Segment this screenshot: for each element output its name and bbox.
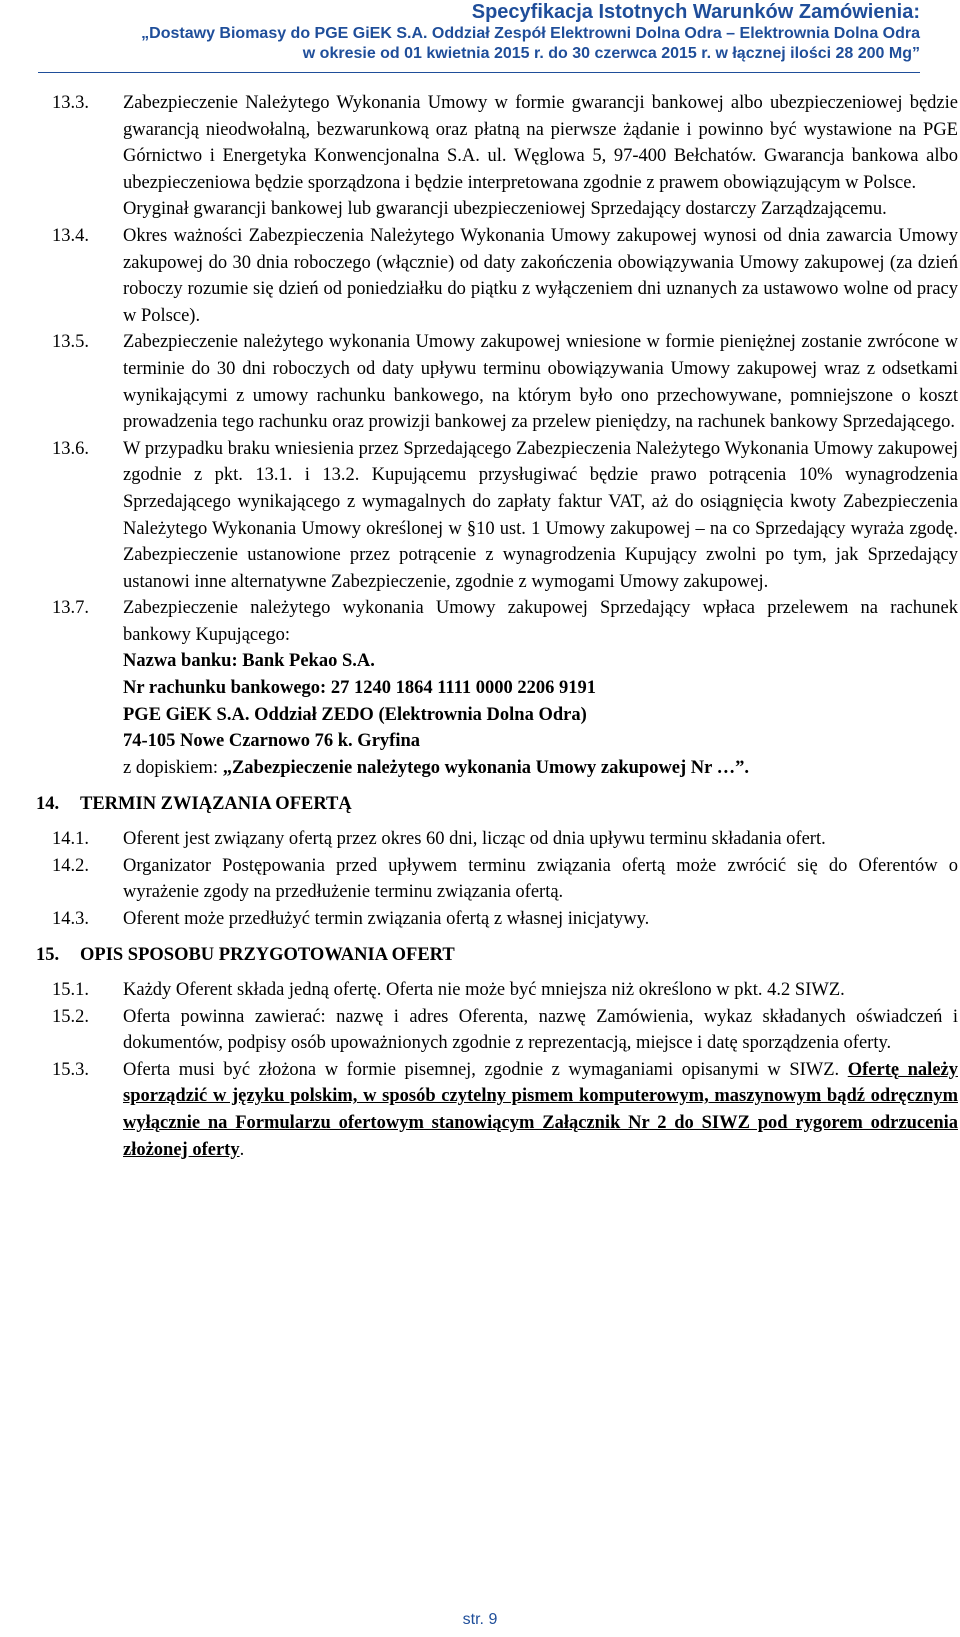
clause-number: 13.4. [52, 225, 89, 246]
clause-text: W przypadku braku wniesienia przez Sprzedającego Zabezpieczenia Należytego Wykonania Umowy zakupowej zgodnie z pkt. 13.1. i 13.2. Kupującemu przysługiwać będzie prawo potrącenia 10% wynagrodzenia Sprzedającego wynikającego z wymagalnych do zapłaty faktur VAT, aż do osiągnięcia kwoty Zabezpieczenia Należytego Wykonania Umowy określonej w §10 ust. 1 Umowy zakupowej – na co Sprzedający wyraża zgodę. Zabezpieczenie ustanowione przez potrącenie z wynagrodzenia Kupujący zwolni po tym, jak Sprzedający ustanowi inne alternatywne Zabezpieczenie, zgodnie z wymogami Umowy zakupowej. [123, 438, 958, 592]
bank-account-number: Nr rachunku bankowego: 27 1240 1864 1111 0000 2206 9191 [123, 678, 597, 699]
clause-14-1 [30, 826, 958, 853]
section-title: OPIS SPOSOBU PRZYGOTOWANIA OFERT [80, 945, 455, 966]
bank-name: Nazwa banku: Bank Pekao S.A. [123, 651, 375, 672]
clause-text: Każdy Oferent składa jedną ofertę. Oferta nie może być mniejsza niż określono w pkt. 4.2 SIWZ. [123, 980, 845, 1000]
clause-13-6 [30, 436, 958, 596]
clause-number: 14.1. [52, 829, 89, 850]
clause-13-3 [30, 90, 958, 223]
clause-text: Okres ważności Zabezpieczenia Należytego Wykonania Umowy zakupowej wynosi od dnia zawarcia Umowy zakupowej do 30 dnia roboczego (włącznie) od daty zakończenia obowiązywania Umowy zakupowej (za dzień roboczy rozumie się dzień od poniedziałku do piątku z wyłączeniem dni uznanych za ustawowo wolne od pracy w Polsce). [123, 225, 958, 326]
clause-13-5 [30, 329, 958, 435]
clause-text: Oryginał gwarancji bankowej lub gwarancji ubezpieczeniowej Sprzedający dostarczy Zarządzającemu. [123, 199, 887, 220]
section-14-heading [30, 791, 958, 818]
clause-number: 13.7. [52, 598, 89, 619]
transfer-note [123, 755, 958, 782]
document-body [30, 90, 958, 1163]
clause-number: 14.3. [52, 908, 89, 929]
clause-text: Zabezpieczenie Należytego Wykonania Umowy w formie gwarancji bankowej albo ubezpieczeniowej będzie gwarancją nieodwołalną, bezwarunkową oraz płatną na pierwsze żądanie i powinno być wystawione na PGE Górnictwo i Energetyka Konwencjonalna S.A. ul. Węglowa 5, 97-400 Bełchatów. Gwarancja bankowa albo ubezpieczeniowa będzie sporządzona i będzie interpretowana zgodnie z prawem obowiązującym w Polsce. [123, 93, 958, 193]
page-number: str. 9 [462, 1611, 498, 1628]
clause-number: 15.1. [52, 980, 89, 1000]
clause-number: 13.5. [52, 332, 89, 353]
clause-text [123, 1057, 958, 1163]
header-period: w okresie od 01 kwietnia 2015 r. do 30 czerwca 2015 r. w łącznej ilości 28 200 Mg” [302, 45, 920, 62]
clause-13-4 [30, 223, 958, 329]
clause-number: 15.3. [52, 1059, 89, 1080]
header-title: Specyfikacja Istotnych Warunków Zamówienia: [471, 1, 920, 23]
section-number: 14. [36, 794, 60, 815]
transfer-note-title: „Zabezpieczenie należytego wykonania Umowy zakupowej Nr …”. [222, 757, 750, 778]
clause-number: 14.2. [52, 855, 89, 876]
clause-text: Oferent jest związany ofertą przez okres 60 dni, licząc od dnia upływu terminu składania ofert. [123, 829, 826, 850]
clause-number: 13.6. [52, 438, 89, 459]
bank-address: 74-105 Nowe Czarnowo 76 k. Gryfina [123, 731, 421, 752]
clause-13-7 [30, 595, 958, 781]
clause-text: Oferta powinna zawierać: nazwę i adres Oferenta, nazwę Zamówienia, wykaz składanych oświadczeń i dokumentów, podpisy osób upoważnionych zgodnie z reprezentacją, miejsce i datę sporządzenia oferty. [123, 1006, 958, 1054]
clause-text-end: . [239, 1139, 245, 1160]
clause-text: Zabezpieczenie należytego wykonania Umowy zakupowej wniesione w formie pieniężnej zostanie zwrócone w terminie do 30 dni roboczych od daty upływu terminu obowiązywania Umowy zakupowej wraz z odsetkami wynikającymi z umowy rachunku bankowego, na którym było ono przechowywane, pomniejszone o koszt prowadzenia tego rachunku oraz prowizji bankowej za przelew pieniędzy, na rachunek bankowy Sprzedającego. [123, 332, 958, 433]
clause-14-2 [30, 853, 958, 906]
header-subtitle: „Dostawy Biomasy do PGE GiEK S.A. Oddział Zespół Elektrowni Dolna Odra – Elektrownia Dolna Odra [141, 25, 920, 42]
clause-text: Oferent może przedłużyć termin związania ofertą z własnej inicjatywy. [123, 908, 650, 929]
clause-text: Zabezpieczenie należytego wykonania Umowy zakupowej Sprzedający wpłaca przelewem na rachunek bankowy Kupującego: [123, 598, 958, 645]
header-divider [38, 72, 920, 73]
section-15-heading [30, 942, 958, 969]
clause-text-underlined: Ofertę należy sporządzić w języku polskim, w sposób czytelny pismem komputerowym, maszynowym bądź odręcznym wyłącznie na Formularzu ofertowym stanowiącym Załącznik Nr 2 do SIWZ pod rygorem odrzucenia złożonej oferty [123, 1059, 958, 1160]
transfer-note-prefix: z dopiskiem: [123, 757, 223, 778]
section-number: 15. [36, 945, 60, 966]
bank-recipient: PGE GiEK S.A. Oddział ZEDO (Elektrownia Dolna Odra) [123, 704, 587, 725]
clause-15-3 [30, 1057, 958, 1163]
clause-15-1 [30, 977, 958, 1004]
document-header [141, 0, 920, 64]
clause-text-plain: Oferta musi być złożona w formie pisemnej, zgodnie z wymaganiami opisanymi w SIWZ. [123, 1059, 848, 1080]
clause-14-3 [30, 906, 958, 933]
clause-text: Organizator Postępowania przed upływem terminu związania ofertą może zwrócić się do Oferentów o wyrażenie zgody na przedłużenie terminu związania ofertą. [123, 855, 958, 903]
section-title: TERMIN ZWIĄZANIA OFERTĄ [80, 794, 352, 815]
clause-15-2 [30, 1004, 958, 1057]
clause-number: 15.2. [52, 1006, 89, 1027]
clause-number: 13.3. [52, 93, 89, 113]
